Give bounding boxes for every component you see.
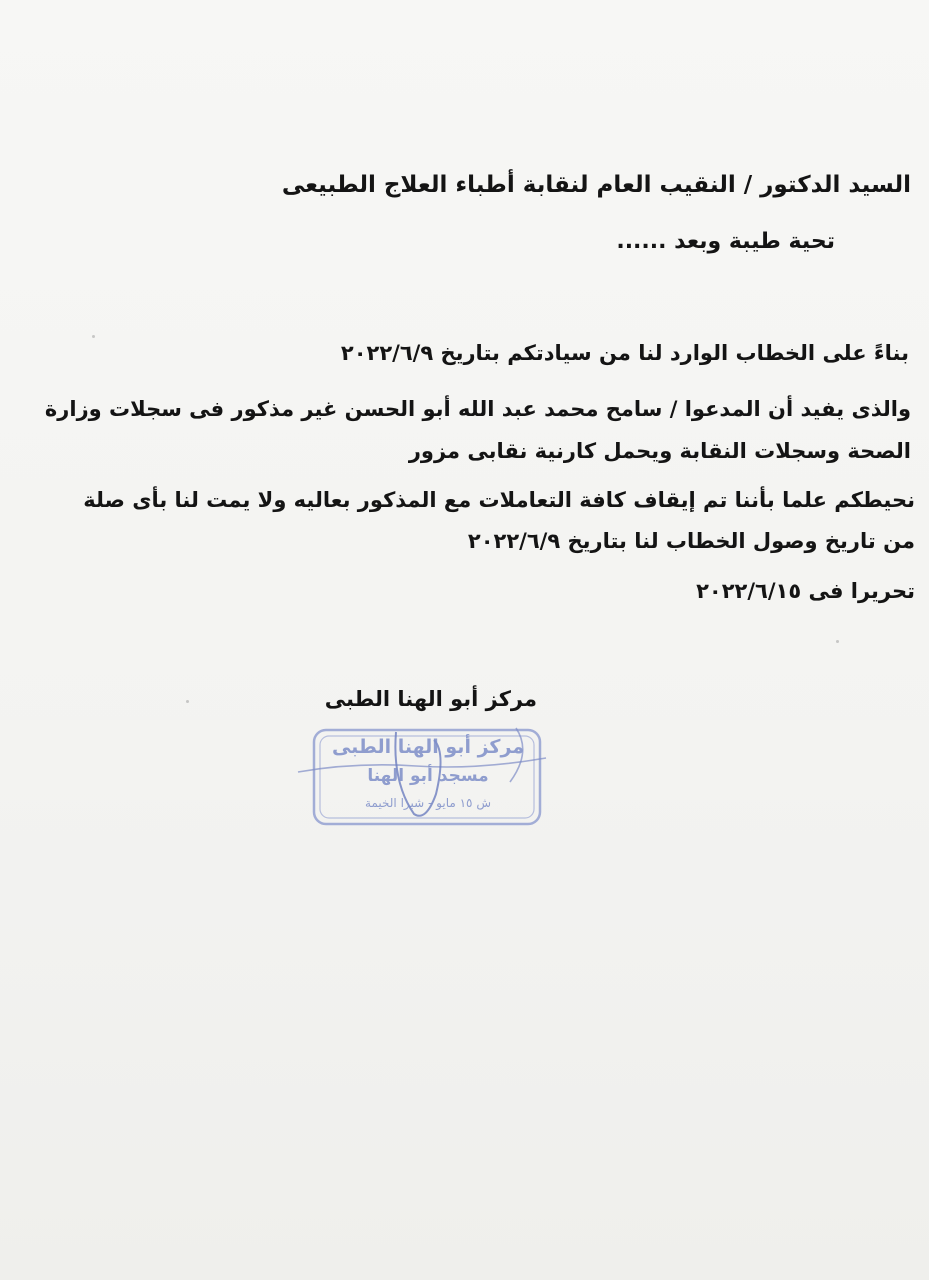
paper-speck [92,335,95,338]
paragraph-reference: بناءً على الخطاب الوارد لنا من سيادتكم بتاريخ ٢٠٢٢/٦/٩ [340,341,909,365]
stamp-line-3: ش ١٥ مايو - شبرا الخيمة [365,796,491,810]
greeting-line: تحية طيبة وبعد ...... [616,229,835,254]
paragraph-claim-line-1: والذى يفيد أن المدعوا / سامح محمد عبد الله أبو الحسن غير مذكور فى سجلات وزارة [44,397,911,421]
addressee-line: السيد الدكتور / النقيب العام لنقابة أطباء العلاج الطبيعى [281,172,911,198]
date-written: تحريرا فى ٢٠٢٢/٦/١٥ [696,579,915,603]
paper-speck [186,700,189,703]
stamp-line-1: مركز أبو الهنا الطبى [331,736,525,758]
paragraph-notice-line-2: من تاريخ وصول الخطاب لنا بتاريخ ٢٠٢٢/٦/٩ [467,529,915,553]
signatory-name: مركز أبو الهنا الطبى [324,687,537,711]
paper-speck [836,640,839,643]
stamp-line-2: مسجد أبو الهنا [367,766,489,786]
paragraph-notice-line-1: نحيطكم علما بأننا تم إيقاف كافة التعاملات مع المذكور بعاليه ولا يمت لنا بأى صلة [83,488,915,512]
official-stamp [296,722,558,832]
paragraph-claim-line-2: الصحة وسجلات النقابة ويحمل كارنية نقابى مزور [408,439,911,463]
